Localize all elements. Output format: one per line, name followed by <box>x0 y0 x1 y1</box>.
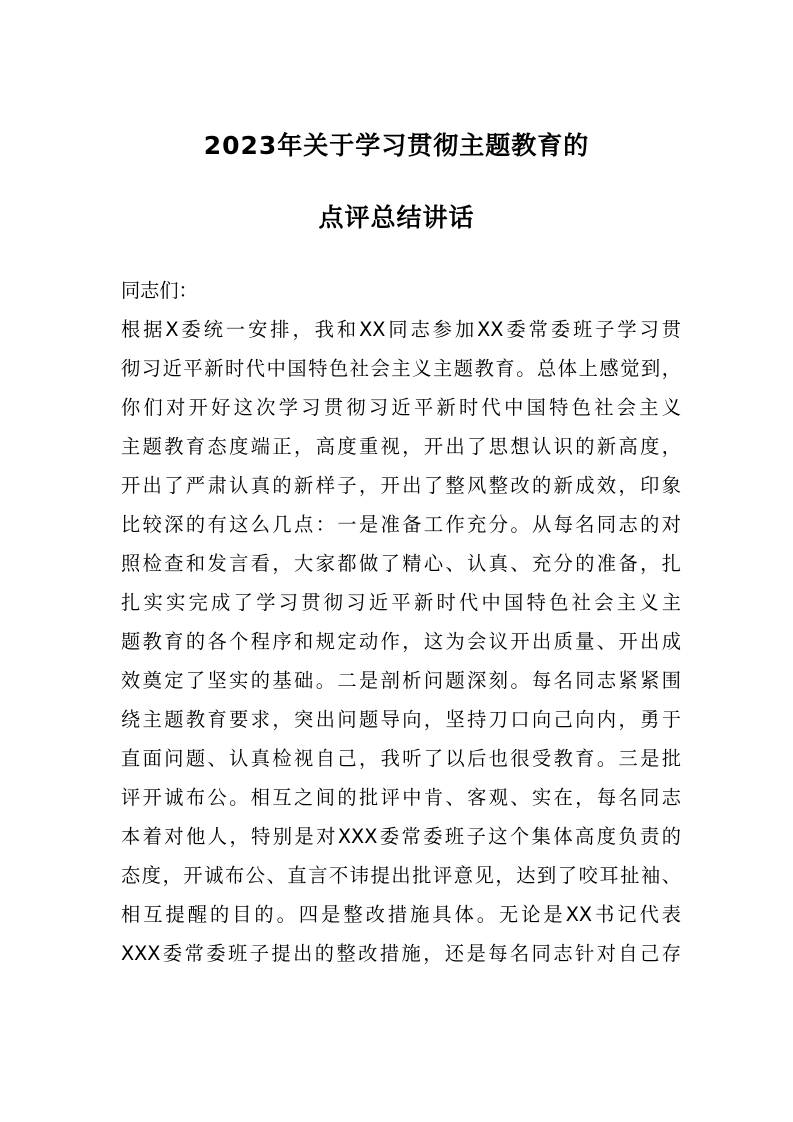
body-line-5: 开出了严肃认真的新样子，开出了整风整改的新成效，印象 <box>121 474 681 497</box>
body-line-12: 直面问题、认真检视自己，我听了以后也很受教育。三是批 <box>121 747 681 770</box>
body-line-16: 相互提醒的目的。四是整改措施具体。无论是XX书记代表 <box>121 903 681 926</box>
body-line-6: 比较深的有这么几点：一是准备工作充分。从每名同志的对 <box>121 513 681 536</box>
body-line-9: 题教育的各个程序和规定动作，这为会议开出质量、开出成 <box>121 630 681 653</box>
document-title-line-1: 2023年关于学习贯彻主题教育的 <box>203 131 590 160</box>
body-line-11: 绕主题教育要求，突出问题导向，坚持刀口向己向内，勇于 <box>121 708 681 731</box>
body-line-14: 本着对他人，特别是对XXX委常委班子这个集体高度负责的 <box>121 825 681 848</box>
body-line-4: 主题教育态度端正，高度重视，开出了思想认识的新高度， <box>121 435 681 458</box>
body-line-17: XXX委常委班子提出的整改措施，还是每名同志针对自己存 <box>121 942 681 965</box>
body-line-10: 效奠定了坚实的基础。二是剖析问题深刻。每名同志紧紧围 <box>121 669 681 692</box>
salutation: 同志们： <box>121 279 198 302</box>
body-line-8: 扎实实完成了学习贯彻习近平新时代中国特色社会主义主 <box>121 591 681 614</box>
body-line-1: 根据X委统一安排，我和XX同志参加XX委常委班子学习贯 <box>121 318 681 341</box>
body-line-13: 评开诚布公。相互之间的批评中肯、客观、实在，每名同志 <box>121 786 681 809</box>
body-line-15: 态度，开诚布公、直言不讳提出批评意见，达到了咬耳扯袖、 <box>121 864 681 887</box>
body-line-7: 照检查和发言看，大家都做了精心、认真、充分的准备，扎 <box>121 552 681 575</box>
document-title-line-2: 点评总结讲话 <box>318 203 475 232</box>
body-line-3: 你们对开好这次学习贯彻习近平新时代中国特色社会主义 <box>121 396 681 419</box>
body-line-2: 彻习近平新时代中国特色社会主义主题教育。总体上感觉到， <box>121 357 681 380</box>
